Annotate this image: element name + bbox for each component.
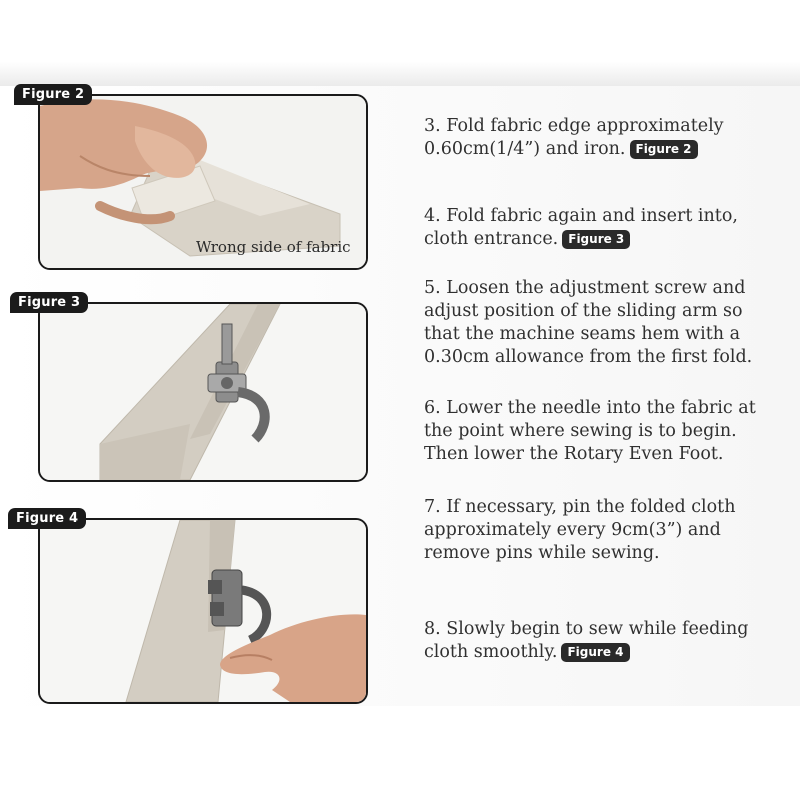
- figure-2-frame: [38, 94, 368, 270]
- step-8: [424, 618, 784, 664]
- figure-4-illustration: [40, 520, 366, 702]
- step-7-line-2: approximately every 9cm(3”) and: [424, 520, 721, 540]
- step-4-line-2-text: cloth entrance.: [424, 229, 559, 249]
- step-3: [424, 115, 784, 161]
- figure-2-label: Figure 2: [14, 84, 92, 105]
- step-8-line-2: [424, 641, 784, 664]
- figure-4-badge: Figure 4: [561, 643, 629, 662]
- figure-4-label: Figure 4: [8, 508, 86, 529]
- figure-3-badge: Figure 3: [562, 230, 630, 249]
- figure-4-frame: [38, 518, 368, 704]
- step-6-line-2: the point where sewing is to begin.: [424, 421, 737, 441]
- step-6-line-3: Then lower the Rotary Even Foot.: [424, 444, 724, 464]
- step-7-line-3: remove pins while sewing.: [424, 543, 660, 563]
- step-3-line-2: [424, 138, 784, 161]
- figure-3-illustration: [40, 304, 366, 480]
- figure-3-label: Figure 3: [10, 292, 88, 313]
- step-5-line-3: that the machine seams hem with a: [424, 324, 741, 344]
- step-8-line-2-text: cloth smoothly.: [424, 642, 558, 662]
- step-7-line-1: 7. If necessary, pin the folded cloth: [424, 497, 736, 517]
- step-3-line-2-text: 0.60cm(1/4”) and iron.: [424, 139, 626, 159]
- step-5-line-2: adjust position of the sliding arm so: [424, 301, 743, 321]
- step-6-line-1: 6. Lower the needle into the fabric at: [424, 398, 756, 418]
- step-6: [424, 397, 784, 466]
- step-7: [424, 496, 784, 565]
- step-4-line-1: 4. Fold fabric again and insert into,: [424, 206, 738, 226]
- figure-2-badge: Figure 2: [630, 140, 698, 159]
- step-5: [424, 277, 784, 369]
- figure-3-frame: [38, 302, 368, 482]
- step-8-line-1: 8. Slowly begin to sew while feeding: [424, 619, 749, 639]
- step-4-line-2: [424, 228, 784, 251]
- top-band: [0, 0, 800, 88]
- step-5-line-4: 0.30cm allowance from the first fold.: [424, 347, 753, 367]
- step-3-line-1: 3. Fold fabric edge approximately: [424, 116, 724, 136]
- step-4: [424, 205, 784, 251]
- step-5-line-1: 5. Loosen the adjustment screw and: [424, 278, 746, 298]
- figure-2-caption: Wrong side of fabric: [196, 238, 351, 256]
